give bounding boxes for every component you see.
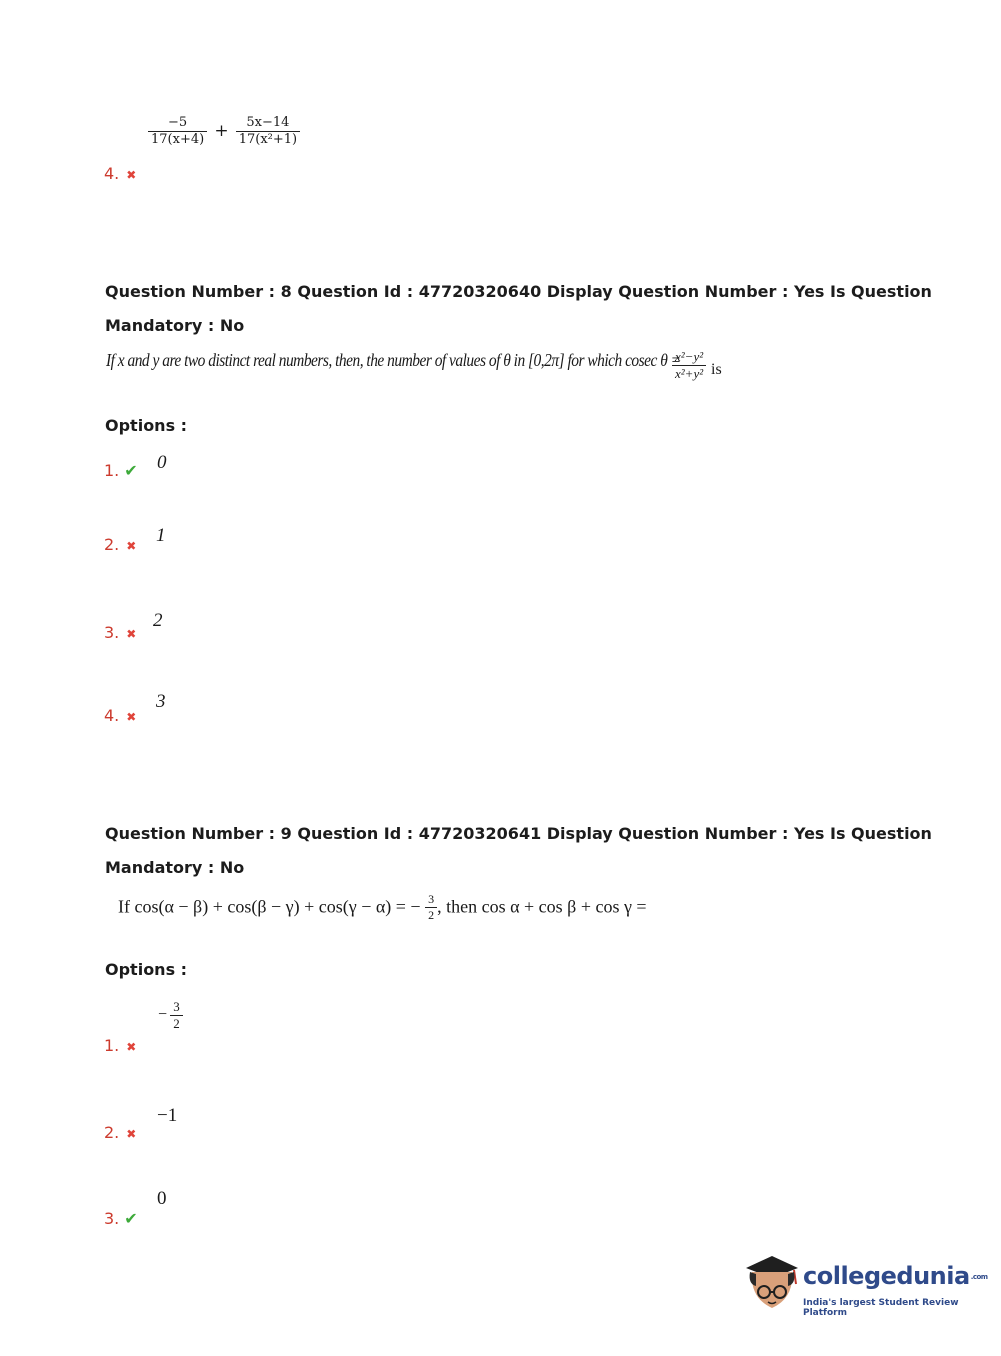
cross-icon: ✖ — [126, 627, 137, 641]
q8-options-label: Options : — [105, 416, 188, 435]
q8-stem-tail: is — [711, 361, 722, 378]
q8-option1-value: 0 — [157, 452, 167, 473]
q9-header-line1: Question Number : 9 Question Id : 47720320641 Display Question Number : Yes Is Question — [105, 824, 932, 843]
q9-options-label: Options : — [105, 960, 188, 979]
fraction: $\frac{5x-14}{\text{17(x²+1)}}$ — [236, 116, 300, 146]
brand-dotcom: .com — [970, 1273, 988, 1281]
prev-option4-marker: 4. ✖ — [104, 164, 137, 183]
q8-option2-value: 1 — [156, 525, 166, 546]
cross-icon: ✖ — [126, 1040, 137, 1054]
collegedunia-logo — [742, 1250, 802, 1316]
q9-option2-value: −1 — [157, 1105, 178, 1126]
cross-icon: ✖ — [126, 710, 137, 724]
q9-option3-value: 0 — [157, 1188, 167, 1209]
q9-option1-value: − $\frac{3}{2}$ — [158, 1000, 183, 1030]
cross-icon: ✖ — [126, 539, 137, 553]
q8-stem-text: If x and y are two distinct real numbers, then, the number of values of θ in [0,2π] for which cosec θ = — [106, 350, 681, 370]
prev-option4-expression — [148, 116, 300, 146]
q8-header-line1: Question Number : 8 Question Id : 47720320640 Display Question Number : Yes Is Question — [105, 282, 932, 301]
check-icon: ✔ — [124, 1209, 138, 1228]
q8-option3-marker: 3. ✖ — [104, 623, 137, 642]
q8-option2-marker: 2. ✖ — [104, 535, 137, 554]
check-icon: ✔ — [124, 461, 138, 480]
q8-option4-value: 3 — [156, 691, 166, 712]
q9-option2-marker: 2. ✖ — [104, 1123, 137, 1142]
q8-option4-marker: 4. ✖ — [104, 706, 137, 725]
q8-option1-marker: 1. ✔ — [104, 461, 138, 480]
brand-tagline: India's largest Student Review Platform — [803, 1298, 959, 1318]
q9-option3-marker: 3. ✔ — [104, 1209, 138, 1228]
cross-icon: ✖ — [126, 168, 137, 182]
q9-stem-fraction: $\frac{3}{2}$ — [425, 893, 437, 921]
q8-stem-fraction: $\frac{\text{x²−y²}}{\text{x²+y²}}$ — [672, 350, 706, 380]
plus-sign: + — [214, 121, 229, 142]
q9-stem — [118, 893, 647, 921]
q8-option3-value: 2 — [153, 610, 163, 631]
q8-header-line2: Mandatory : No — [105, 316, 245, 335]
q9-option1-marker: 1. ✖ — [104, 1036, 137, 1055]
q9-stem-right: , then cos α + cos β + cos γ = — [437, 896, 647, 917]
cross-icon: ✖ — [126, 1127, 137, 1141]
mascot-icon — [742, 1250, 802, 1316]
brand-name: collegedunia.com — [803, 1262, 988, 1290]
q9-stem-left: If cos(α − β) + cos(β − γ) + cos(γ − α) = − — [118, 896, 421, 917]
fraction: $\frac{-5}{17(x+4)}$ — [148, 116, 207, 146]
q9-header-line2: Mandatory : No — [105, 858, 245, 877]
